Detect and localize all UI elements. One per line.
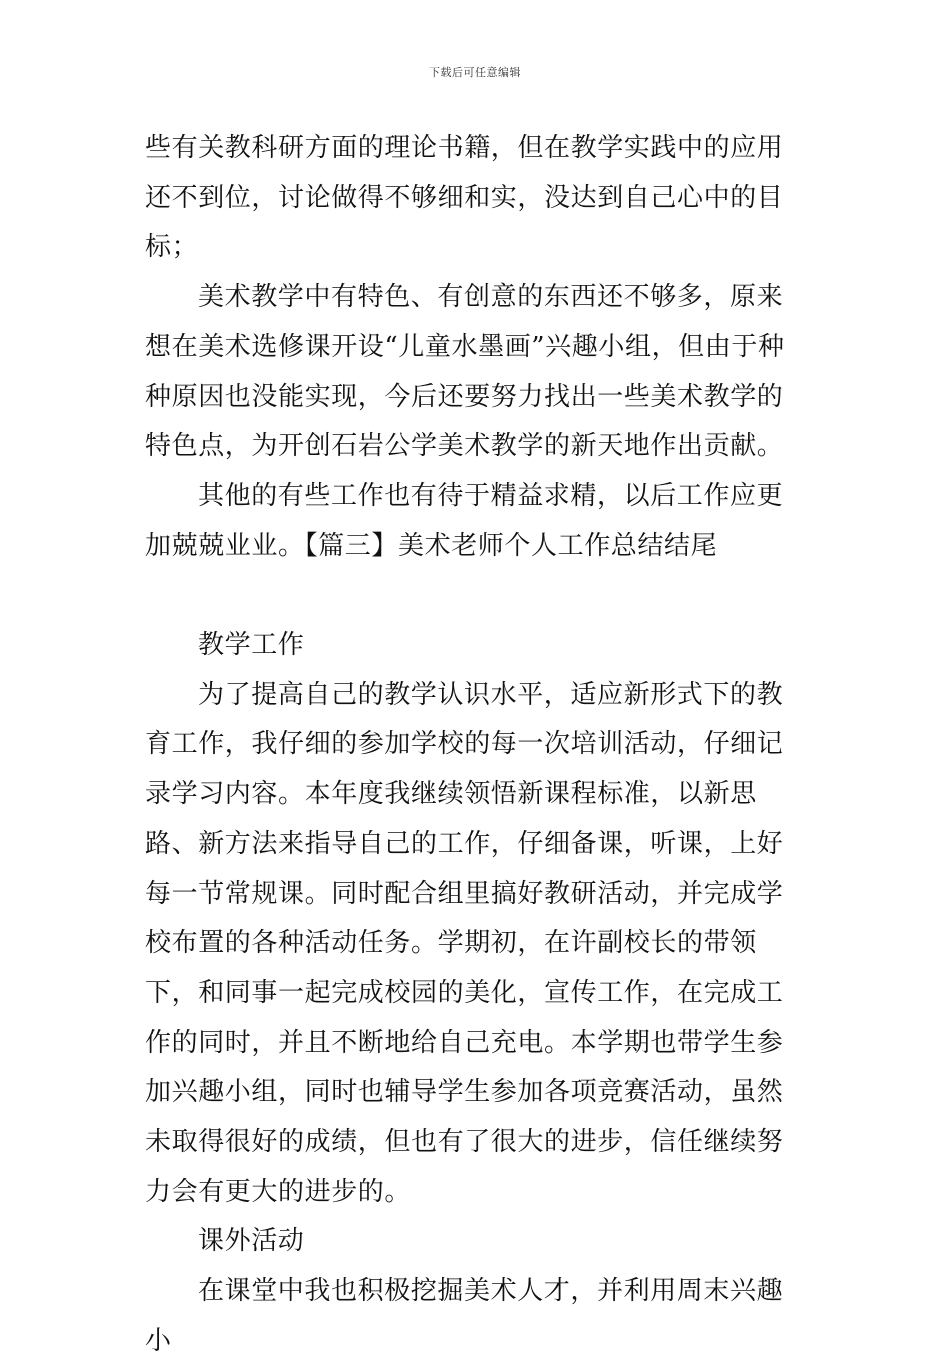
blank-line <box>145 571 807 621</box>
paragraph-other-work: 其他的有些工作也有待于精益求精，以后工作应更加兢兢业业。【篇三】美术老师个人工作总结结尾 <box>145 480 784 561</box>
document-body <box>145 124 807 1367</box>
paragraph-teaching: 为了提高自己的教学认识水平，适应新形式下的教育工作，我仔细的参加学校的每一次培训活动，仔细记录学习内容。本年度我继续领悟新课程标准，以新思路、新方法来指导自己的工作，仔细备课，听课，上好每一节常规课。同时配合组里搞好教研活动，并完成学校布置的各种活动任务。学期初，在许副校长的带领下，和同事一起完成校园的美化，宣传工作，在完成工作的同时，并且不断地给自己充电。本学期也带学生参加兴趣小组，同时也辅导学生参加各项竞赛活动，虽然未取得很好的成绩，但也有了很大的进步，信任继续努力会有更大的进步的。 <box>145 679 784 1207</box>
paragraph-activities: 在课堂中我也积极挖掘美术人才，并利用周末兴趣小 <box>145 1276 784 1356</box>
section-heading-teaching: 教学工作 <box>198 630 305 661</box>
paragraph-continuation: 些有关教科研方面的理论书籍，但在教学实践中的应用还不到位，讨论做得不够细和实，没达到自己心中的目标； <box>145 133 784 263</box>
page-header: 下载后可任意编辑 <box>429 66 521 79</box>
paragraph-art-features: 美术教学中有特色、有创意的东西还不够多，原来想在美术选修课开设“儿童水墨画”兴趣小组，但由于种种原因也没能实现，今后还要努力找出一些美术教学的特色点，为开创石岩公学美术教学的新天地作出贡献。 <box>145 282 785 462</box>
section-heading-activities: 课外活动 <box>198 1226 305 1257</box>
